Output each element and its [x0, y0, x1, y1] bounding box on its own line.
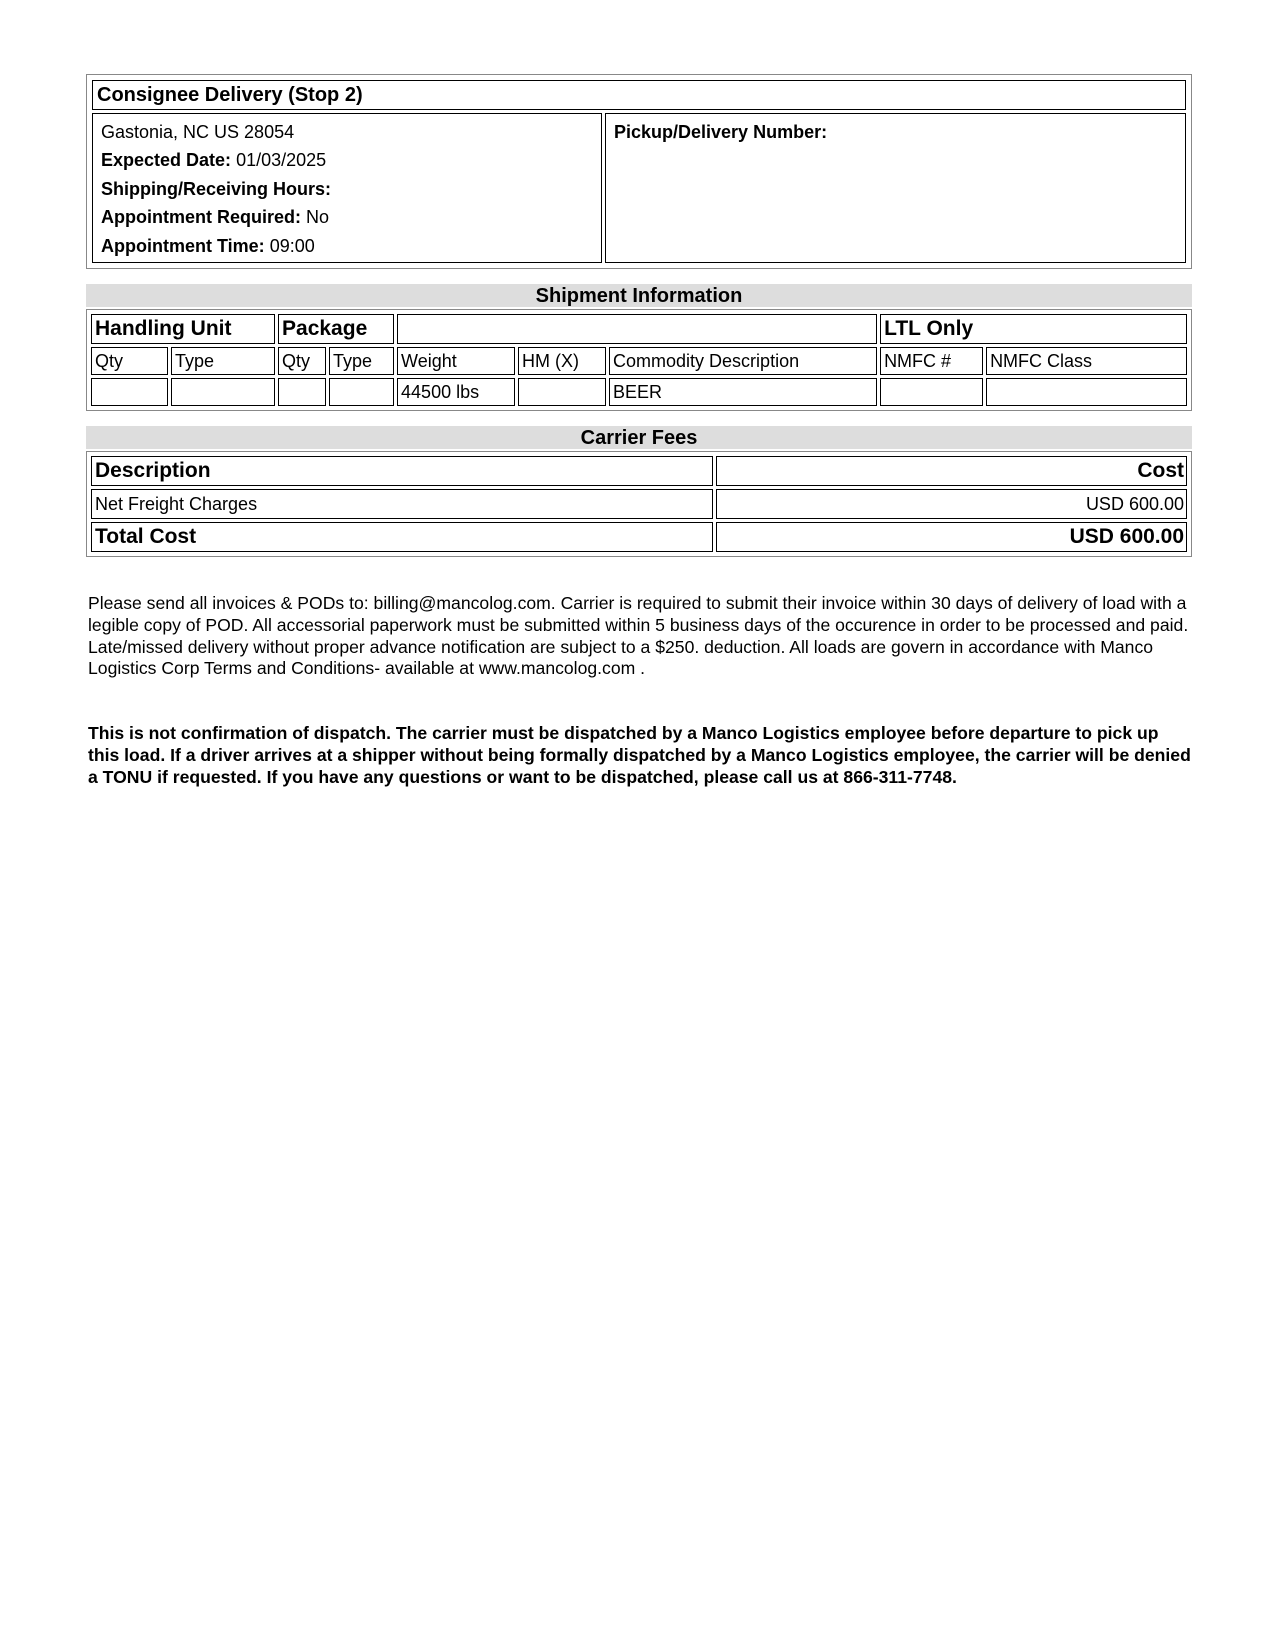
total-cost-label: Total Cost	[91, 522, 713, 552]
package-type	[329, 378, 394, 406]
consignee-location: Gastonia, NC US 28054	[101, 122, 295, 142]
column-header: NMFC Class	[986, 347, 1187, 375]
fee-description: Net Freight Charges	[91, 489, 713, 519]
table-row	[91, 378, 1187, 406]
appointment-time-label: Appointment Time:	[101, 235, 265, 256]
hazmat	[518, 378, 606, 406]
carrier-fees-section	[86, 451, 1192, 557]
pickup-number-line	[614, 118, 1179, 146]
shipment-group-header-row	[91, 314, 1187, 344]
consignee-details-row	[92, 113, 1186, 263]
fees-header-row	[91, 456, 1187, 486]
consignee-title: Consignee Delivery (Stop 2)	[92, 80, 1186, 110]
late-delivery-policy: Late/missed delivery without proper advance notification are subject to a $250. deduction. All loads are govern in accordance with Manco Logistics Corp Terms and Conditions- available at www.mancolog.com .	[88, 636, 1154, 679]
handling-unit-header: Handling Unit	[91, 314, 275, 344]
cost-header: Cost	[716, 456, 1187, 486]
billing-notes	[88, 593, 1192, 680]
billing-instructions: Please send all invoices & PODs to: billing@mancolog.com. Carrier is required to submit their invoice within 30 days of delivery of load with a legible copy of POD. All accessorial paperwork must be submitted within 5 business days of the occurence in order to be processed and paid.	[88, 593, 1189, 635]
column-header: Type	[171, 347, 275, 375]
appointment-time-line	[101, 232, 595, 260]
fees-total-row	[91, 522, 1187, 552]
nmfc-number	[880, 378, 983, 406]
commodity-description: BEER	[609, 378, 877, 406]
nmfc-class	[986, 378, 1187, 406]
consignee-title-row	[92, 80, 1186, 110]
carrier-fees-title: Carrier Fees	[86, 426, 1192, 449]
appointment-required-line	[101, 203, 595, 231]
package-qty	[278, 378, 326, 406]
dispatch-notice: This is not confirmation of dispatch. The carrier must be dispatched by a Manco Logistics employee before departure to pick up this load. If a driver arrives at a shipper without being formally dispatched by a Manco Logistics employee, the carrier will be denied a TONU if requested. If you have any questions or want to be dispatched, please call us at 866-311-7748.	[88, 723, 1191, 787]
handling-unit-type	[171, 378, 275, 406]
shipment-table	[88, 311, 1190, 409]
ltl-only-header: LTL Only	[880, 314, 1187, 344]
consignee-delivery-section	[86, 74, 1192, 269]
appointment-required-label: Appointment Required:	[101, 207, 301, 228]
column-header: Qty	[278, 347, 326, 375]
column-header: Commodity Description	[609, 347, 877, 375]
appointment-required-value: No	[306, 207, 330, 228]
total-cost-value: USD 600.00	[716, 522, 1187, 552]
handling-unit-qty	[91, 378, 168, 406]
hours-label: Shipping/Receiving Hours:	[101, 178, 332, 199]
expected-date-label: Expected Date:	[101, 150, 232, 171]
column-header: Type	[329, 347, 394, 375]
consignee-details	[92, 113, 602, 263]
pickup-number-cell	[605, 113, 1186, 263]
pickup-number-label: Pickup/Delivery Number:	[614, 122, 828, 142]
shipment-column-header-row	[91, 347, 1187, 375]
shipment-information-section	[86, 309, 1192, 411]
weight: 44500 lbs	[397, 378, 515, 406]
hours-line	[101, 175, 595, 203]
table-row	[91, 489, 1187, 519]
package-header: Package	[278, 314, 394, 344]
description-header: Description	[91, 456, 713, 486]
shipment-information-title: Shipment Information	[86, 284, 1192, 307]
general-group-header	[397, 314, 877, 344]
appointment-time-value: 09:00	[269, 235, 315, 256]
column-header: Weight	[397, 347, 515, 375]
fees-table	[88, 453, 1190, 555]
consignee-table	[89, 77, 1189, 266]
expected-date-line	[101, 146, 595, 174]
fee-cost: USD 600.00	[716, 489, 1187, 519]
column-header: NMFC #	[880, 347, 983, 375]
column-header: HM (X)	[518, 347, 606, 375]
column-header: Qty	[91, 347, 168, 375]
expected-date-value: 01/03/2025	[236, 150, 327, 171]
